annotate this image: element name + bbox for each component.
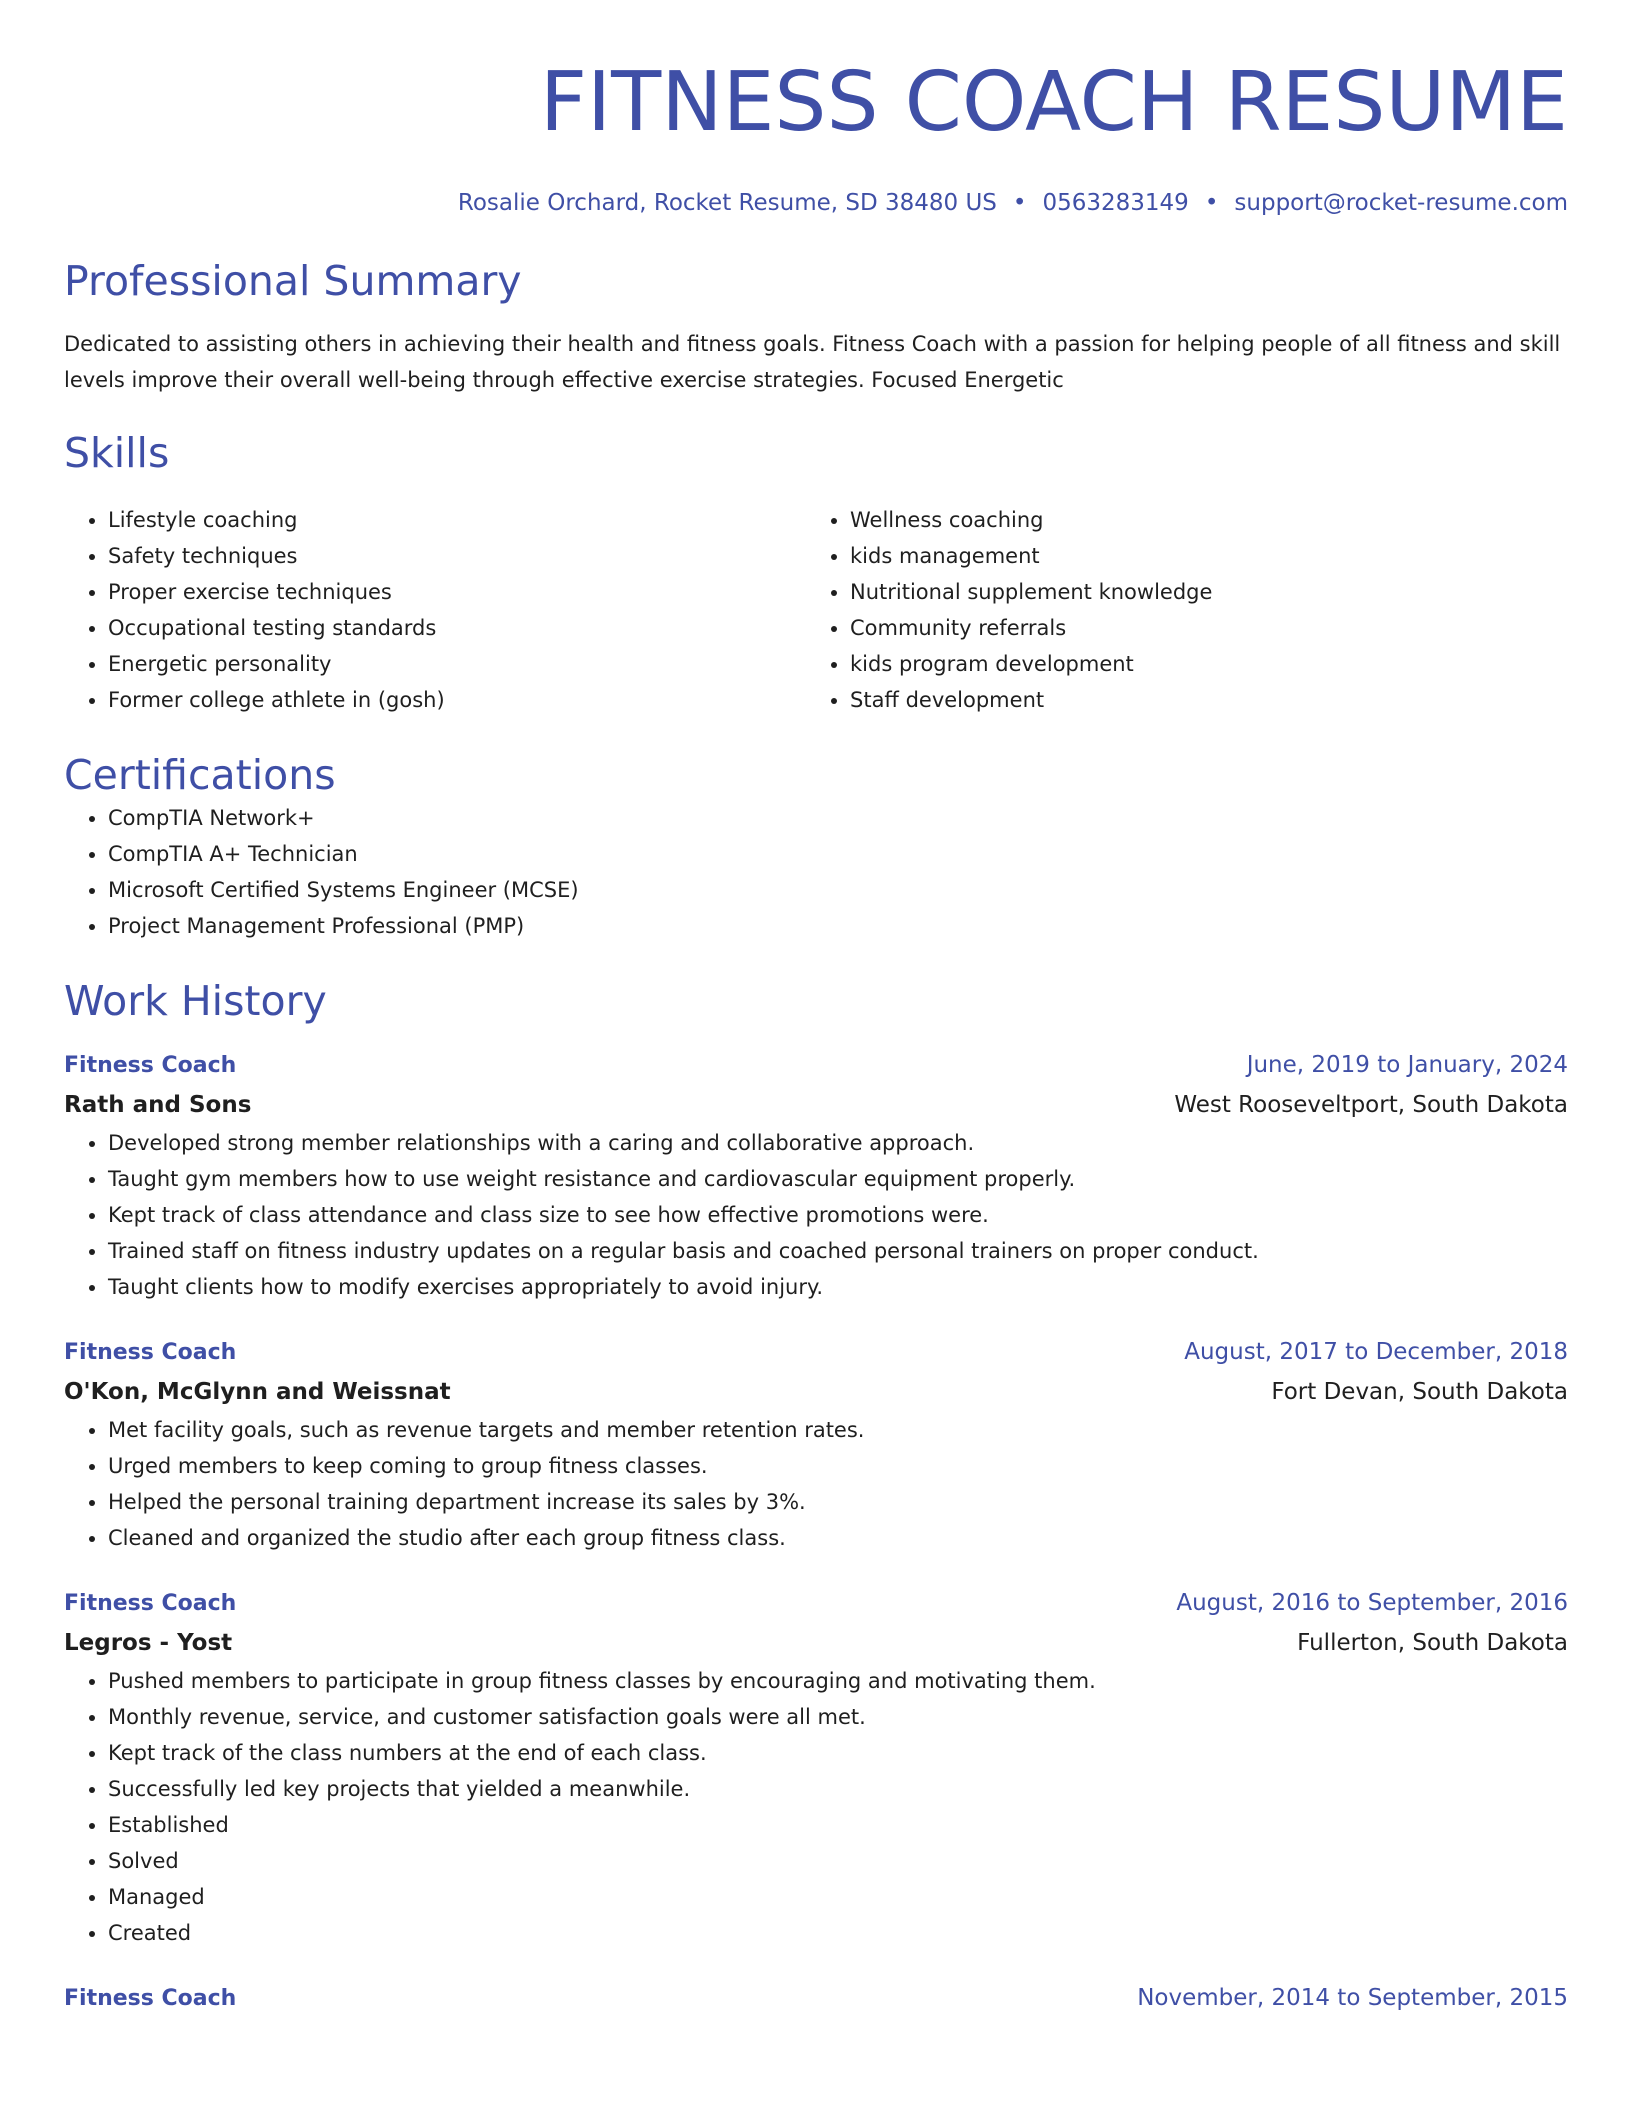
job-company-row [64, 1372, 1568, 1412]
skill-item: • kids program development [850, 646, 1548, 682]
contact-separator: • [1012, 190, 1027, 216]
job-entry [64, 1979, 1568, 2018]
summary-text: Dedicated to assisting others in achieving their health and fitness goals. Fitness Coach with a passion for helping people of all fitness and skill levels improve their overall well-being through effective exercise strategies. Focused Energetic [64, 332, 1561, 392]
skill-item: • Energetic personality [108, 646, 806, 682]
skill-item: • Staff development [850, 682, 1548, 718]
certifications-list [64, 800, 1568, 944]
job-entry [64, 1333, 1568, 1556]
resume-page [64, 0, 1568, 2018]
certifications-heading: Certifications [64, 751, 336, 799]
skill-item: • Former college athlete in (gosh) [108, 682, 806, 718]
job-entry [64, 1584, 1568, 1951]
job-bullets [64, 1663, 1568, 1951]
job-dates: August, 2016 to September, 2016 [1176, 1590, 1568, 1616]
skill-item: • Lifestyle coaching [108, 502, 806, 538]
job-bullet: • Met facility goals, such as revenue targets and member retention rates. [108, 1412, 1568, 1448]
skills-grid [64, 502, 1568, 718]
job-bullet: • Pushed members to participate in group fitness classes by encouraging and motivating them. [108, 1663, 1568, 1699]
summary-heading: Professional Summary [64, 257, 522, 305]
job-bullet: • Taught gym members how to use weight resistance and cardiovascular equipment properly. [108, 1161, 1568, 1197]
job-location: West Rooseveltport, South Dakota [1174, 1092, 1568, 1118]
job-bullet: • Successfully led key projects that yielded a meanwhile. [108, 1771, 1568, 1807]
job-header-row [64, 1584, 1568, 1623]
job-entry [64, 1046, 1568, 1305]
skill-item: • Nutritional supplement knowledge [850, 574, 1548, 610]
job-bullet: • Developed strong member relationships with a caring and collaborative approach. [108, 1125, 1568, 1161]
certification-item: • CompTIA A+ Technician [108, 836, 1568, 872]
job-title: Fitness Coach [64, 1053, 237, 1078]
job-company: Rath and Sons [64, 1092, 252, 1118]
skill-item: • Community referrals [850, 610, 1548, 646]
job-dates: August, 2017 to December, 2018 [1184, 1339, 1568, 1365]
certification-item: • CompTIA Network+ [108, 800, 1568, 836]
job-bullet: • Kept track of the class numbers at the end of each class. [108, 1735, 1568, 1771]
job-header-row [64, 1979, 1568, 2018]
contact-separator: • [1204, 190, 1219, 216]
job-header-row [64, 1046, 1568, 1085]
job-company: Legros - Yost [64, 1630, 233, 1656]
contact-phone[interactable]: 0563283149 [1042, 190, 1189, 216]
job-bullet: • Kept track of class attendance and class size to see how effective promotions were. [108, 1197, 1568, 1233]
job-bullet: • Trained staff on fitness industry updates on a regular basis and coached personal trainers on proper conduct. [108, 1233, 1568, 1269]
skills-list-left [64, 502, 806, 718]
certification-item: • Microsoft Certified Systems Engineer (MCSE) [108, 872, 1568, 908]
skills-list-right [806, 502, 1548, 718]
job-bullet: • Established [108, 1807, 1568, 1843]
skill-item: • Safety techniques [108, 538, 806, 574]
job-bullets [64, 1125, 1568, 1305]
skill-item: • Wellness coaching [850, 502, 1548, 538]
job-title: Fitness Coach [64, 1986, 237, 2011]
skills-column-right [806, 502, 1548, 718]
job-bullet: • Managed [108, 1879, 1568, 1915]
job-bullets [64, 1412, 1568, 1556]
job-bullet: • Urged members to keep coming to group fitness classes. [108, 1448, 1568, 1484]
job-bullet: • Taught clients how to modify exercises appropriately to avoid injury. [108, 1269, 1568, 1305]
job-bullet: • Solved [108, 1843, 1568, 1879]
job-company-row [64, 1623, 1568, 1663]
work-history-heading: Work History [64, 977, 327, 1025]
job-location: Fullerton, South Dakota [1297, 1630, 1568, 1656]
skill-item: • Occupational testing standards [108, 610, 806, 646]
job-company: O'Kon, McGlynn and Weissnat [64, 1379, 451, 1405]
job-dates: June, 2019 to January, 2024 [1246, 1052, 1568, 1078]
resume-title: FITNESS COACH RESUME [539, 55, 1568, 150]
certification-item: • Project Management Professional (PMP) [108, 908, 1568, 944]
job-company-row [64, 1085, 1568, 1125]
skill-item: • kids management [850, 538, 1548, 574]
contact-line [64, 188, 1568, 218]
job-title: Fitness Coach [64, 1340, 237, 1365]
skills-column-left [64, 502, 806, 718]
job-dates: November, 2014 to September, 2015 [1137, 1985, 1568, 2011]
contact-email[interactable]: support@rocket-resume.com [1234, 190, 1568, 216]
job-header-row [64, 1333, 1568, 1372]
job-bullet: • Cleaned and organized the studio after each group fitness class. [108, 1520, 1568, 1556]
skills-heading: Skills [64, 429, 170, 477]
job-title: Fitness Coach [64, 1591, 237, 1616]
skill-item: • Proper exercise techniques [108, 574, 806, 610]
job-bullet: • Created [108, 1915, 1568, 1951]
contact-address: Rosalie Orchard, Rocket Resume, SD 38480 US [457, 190, 997, 216]
job-bullet: • Helped the personal training department increase its sales by 3%. [108, 1484, 1568, 1520]
job-location: Fort Devan, South Dakota [1271, 1379, 1568, 1405]
job-bullet: • Monthly revenue, service, and customer satisfaction goals were all met. [108, 1699, 1568, 1735]
